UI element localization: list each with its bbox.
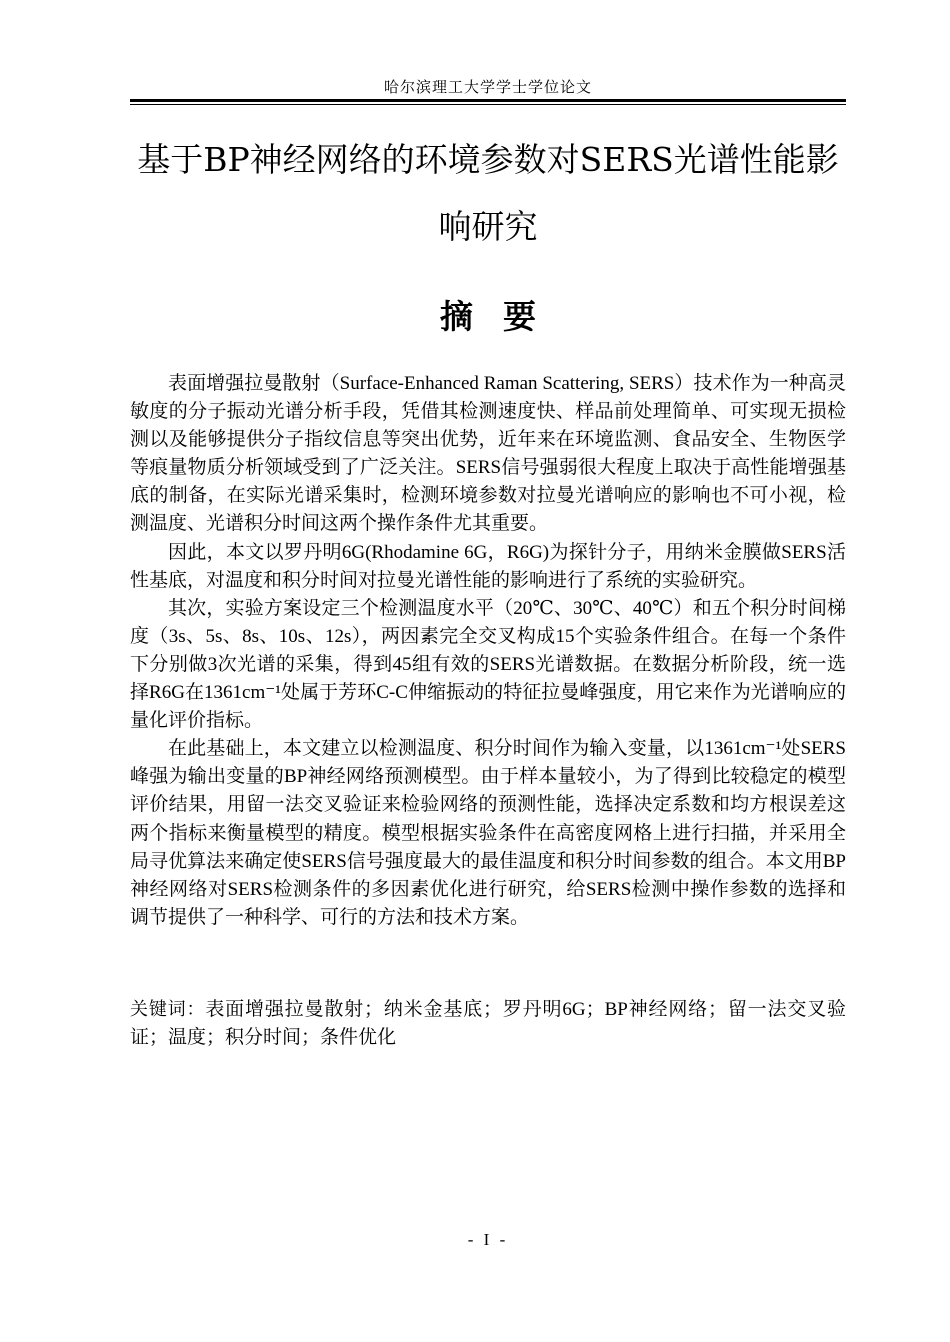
abstract-paragraph-3: 其次，实验方案设定三个检测温度水平（20℃、30℃、40℃）和五个积分时间梯度（3s、5s、8s、10s、12s），两因素完全交叉构成15个实验条件组合。在每一个条件下分别做3次光谱的采集，得到45组有效的SERS光谱数据。在数据分析阶段，统一选择R6G在1361cm⁻¹处属于芳环C-C伸缩振动的特征拉曼峰强度，用它来作为光谱响应的量化评价指标。 — [130, 597, 846, 732]
abstract-heading: 摘要 — [440, 297, 566, 336]
thesis-title-line-2: 响研究 — [438, 207, 538, 246]
header-rule-thick — [130, 99, 846, 102]
keywords-block — [130, 996, 846, 1052]
page-number: - I - — [467, 1230, 509, 1249]
thesis-title-line-1: 基于BP神经网络的环境参数对SERS光谱性能影 — [137, 140, 839, 179]
abstract-paragraph-4: 在此基础上，本文建立以检测温度、积分时间作为输入变量，以1361cm⁻¹处SERS峰强为输出变量的BP神经网络预测模型。由于样本量较小，为了得到比较稳定的模型评价结果，用留一法交叉验证来检验网络的预测性能，选择决定系数和均方根误差这两个指标来衡量模型的精度。模型根据实验条件在高密度网格上进行扫描，并采用全局寻优算法来确定使SERS信号强度最大的最佳温度和积分时间参数的组合。本文用BP神经网络对SERS检测条件的多因素优化进行研究，给SERS检测中操作参数的选择和调节提供了一种科学、可行的方法和技术方案。 — [130, 738, 846, 928]
keywords-text: 表面增强拉曼散射；纳米金基底；罗丹明6G；BP神经网络；留一法交叉验证；温度；积分时间；条件优化 — [130, 999, 847, 1049]
header-rule-thin — [130, 104, 846, 105]
running-header: 哈尔滨理工大学学士学位论文 — [383, 80, 592, 96]
thesis-title — [120, 126, 856, 260]
abstract-paragraph-2: 因此，本文以罗丹明6G(Rhodamine 6G，R6G)为探针分子，用纳米金膜做SERS活性基底，对温度和积分时间对拉曼光谱性能的影响进行了系统的实验研究。 — [130, 541, 846, 591]
keywords-label: 关键词： — [130, 999, 206, 1020]
abstract-paragraph-1: 表面增强拉曼散射（Surface-Enhanced Raman Scattering, SERS）技术作为一种高灵敏度的分子振动光谱分析手段，凭借其检测速度快、样品前处理简单、可实现无损检测以及能够提供分子指纹信息等突出优势，近年来在环境监测、食品安全、生物医学等痕量物质分析领域受到了广泛关注。SERS信号强弱很大程度上取决于高性能增强基底的制备，在实际光谱采集时，检测环境参数对拉曼光谱响应的影响也不可小视，检测温度、光谱积分时间这两个操作条件尤其重要。 — [130, 373, 846, 535]
abstract-body — [130, 370, 846, 932]
